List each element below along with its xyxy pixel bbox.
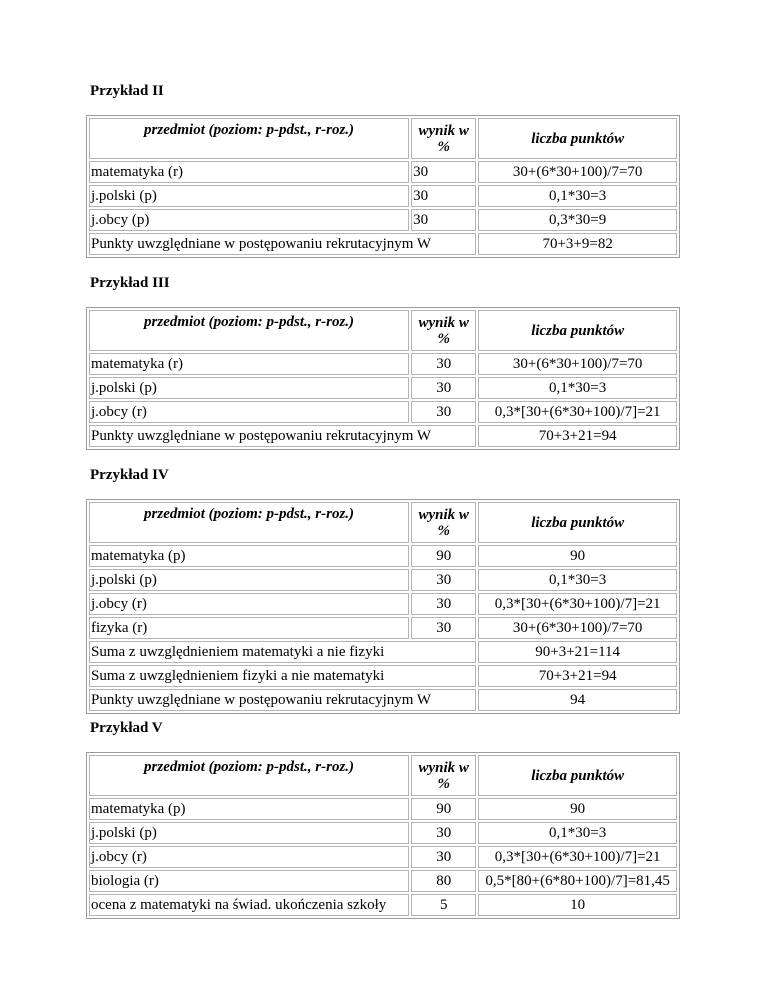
example-2-title: Przykład II xyxy=(90,83,164,99)
subject-cell: j.obcy (p) xyxy=(89,209,409,231)
points-cell: 90 xyxy=(478,545,677,567)
result-cell: 30 xyxy=(411,209,476,231)
result-cell: 30 xyxy=(411,846,476,868)
summary-label: Punkty uwzględniane w postępowaniu rekrutacyjnym W xyxy=(89,425,476,447)
table-row xyxy=(89,569,677,591)
summary-points: 70+3+21=94 xyxy=(478,665,677,687)
points-cell: 0,3*[30+(6*30+100)/7]=21 xyxy=(478,846,677,868)
subject-cell: matematyka (r) xyxy=(89,353,409,375)
result-cell: 80 xyxy=(411,870,476,892)
table-row xyxy=(89,798,677,820)
subject-cell: j.obcy (r) xyxy=(89,846,409,868)
example-4-table xyxy=(86,499,680,714)
table-row xyxy=(89,185,677,207)
summary-row xyxy=(89,665,677,687)
subject-cell: matematyka (p) xyxy=(89,798,409,820)
summary-label: Suma z uwzględnieniem fizyki a nie matematyki xyxy=(89,665,476,687)
result-header: wynik w % xyxy=(411,755,476,796)
table-row xyxy=(89,353,677,375)
result-cell: 30 xyxy=(411,822,476,844)
table-row xyxy=(89,377,677,399)
points-header: liczba punktów xyxy=(478,502,677,543)
summary-row xyxy=(89,425,677,447)
table-row xyxy=(89,161,677,183)
points-cell: 30+(6*30+100)/7=70 xyxy=(478,353,677,375)
result-cell: 30 xyxy=(411,593,476,615)
points-cell: 30+(6*30+100)/7=70 xyxy=(478,161,677,183)
subject-cell: j.polski (p) xyxy=(89,569,409,591)
result-cell: 30 xyxy=(411,377,476,399)
subject-cell: matematyka (p) xyxy=(89,545,409,567)
subject-header: przedmiot (poziom: p-pdst., r-roz.) xyxy=(89,310,409,351)
result-cell: 30 xyxy=(411,353,476,375)
table-header-row xyxy=(89,118,677,159)
result-header: wynik w % xyxy=(411,502,476,543)
summary-label: Suma z uwzględnieniem matematyki a nie fizyki xyxy=(89,641,476,663)
example-5-table xyxy=(86,752,680,919)
subject-cell: j.obcy (r) xyxy=(89,401,409,423)
table-row xyxy=(89,822,677,844)
table-row xyxy=(89,846,677,868)
summary-row xyxy=(89,233,677,255)
summary-row xyxy=(89,641,677,663)
subject-header: przedmiot (poziom: p-pdst., r-roz.) xyxy=(89,118,409,159)
subject-cell: j.polski (p) xyxy=(89,377,409,399)
subject-cell: j.polski (p) xyxy=(89,822,409,844)
table-header-row xyxy=(89,755,677,796)
summary-label: Punkty uwzględniane w postępowaniu rekrutacyjnym W xyxy=(89,233,476,255)
summary-points: 70+3+21=94 xyxy=(478,425,677,447)
example-2-table xyxy=(86,115,680,258)
subject-header: przedmiot (poziom: p-pdst., r-roz.) xyxy=(89,755,409,796)
table-row xyxy=(89,401,677,423)
example-5-title: Przykład V xyxy=(90,720,163,736)
points-cell: 0,3*30=9 xyxy=(478,209,677,231)
result-header: wynik w % xyxy=(411,310,476,351)
result-cell: 30 xyxy=(411,569,476,591)
table-row xyxy=(89,894,677,916)
subject-header: przedmiot (poziom: p-pdst., r-roz.) xyxy=(89,502,409,543)
points-cell: 0,1*30=3 xyxy=(478,377,677,399)
table-row xyxy=(89,870,677,892)
points-cell: 0,3*[30+(6*30+100)/7]=21 xyxy=(478,593,677,615)
result-cell: 30 xyxy=(411,401,476,423)
result-cell: 30 xyxy=(411,185,476,207)
summary-label: Punkty uwzględniane w postępowaniu rekrutacyjnym W xyxy=(89,689,476,711)
summary-row xyxy=(89,689,677,711)
summary-points: 90+3+21=114 xyxy=(478,641,677,663)
table-row xyxy=(89,617,677,639)
subject-cell: biologia (r) xyxy=(89,870,409,892)
result-header: wynik w % xyxy=(411,118,476,159)
table-header-row xyxy=(89,310,677,351)
subject-cell: fizyka (r) xyxy=(89,617,409,639)
subject-cell: ocena z matematyki na świad. ukończenia szkoły xyxy=(89,894,409,916)
points-cell: 0,3*[30+(6*30+100)/7]=21 xyxy=(478,401,677,423)
subject-cell: j.obcy (r) xyxy=(89,593,409,615)
result-cell: 5 xyxy=(411,894,476,916)
table-row xyxy=(89,593,677,615)
table-row xyxy=(89,209,677,231)
points-header: liczba punktów xyxy=(478,118,677,159)
result-cell: 90 xyxy=(411,798,476,820)
points-header: liczba punktów xyxy=(478,310,677,351)
points-cell: 0,5*[80+(6*80+100)/7]=81,45 xyxy=(478,870,677,892)
points-header: liczba punktów xyxy=(478,755,677,796)
result-cell: 30 xyxy=(411,161,476,183)
summary-points: 70+3+9=82 xyxy=(478,233,677,255)
subject-cell: matematyka (r) xyxy=(89,161,409,183)
points-cell: 90 xyxy=(478,798,677,820)
points-cell: 30+(6*30+100)/7=70 xyxy=(478,617,677,639)
points-cell: 0,1*30=3 xyxy=(478,569,677,591)
points-cell: 0,1*30=3 xyxy=(478,822,677,844)
points-cell: 10 xyxy=(478,894,677,916)
example-4-title: Przykład IV xyxy=(90,467,169,483)
table-header-row xyxy=(89,502,677,543)
summary-points: 94 xyxy=(478,689,677,711)
subject-cell: j.polski (p) xyxy=(89,185,409,207)
example-3-title: Przykład III xyxy=(90,275,170,291)
example-3-table xyxy=(86,307,680,450)
result-cell: 30 xyxy=(411,617,476,639)
points-cell: 0,1*30=3 xyxy=(478,185,677,207)
table-row xyxy=(89,545,677,567)
result-cell: 90 xyxy=(411,545,476,567)
